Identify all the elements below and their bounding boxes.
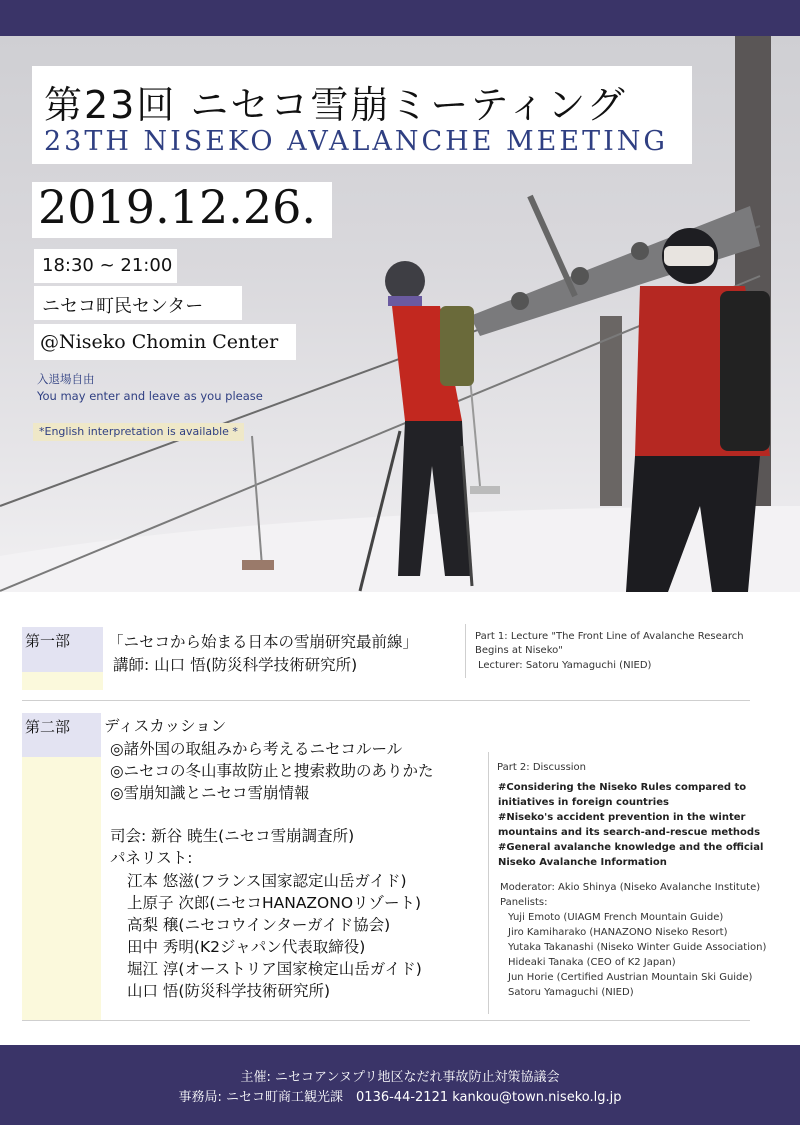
panelist-jp: 堀江 淳(オーストリア国家検定山岳ガイド) [127, 960, 422, 978]
part2-moderator: 司会: 新谷 暁生(ニセコ雪崩調査所) [110, 827, 355, 845]
panelist-jp: 田中 秀明(K2ジャパン代表取締役) [127, 938, 366, 956]
part1-label-bg-lower [22, 672, 103, 690]
bottom-divider [22, 1020, 750, 1021]
part1-title: 「ニセコから始まる日本の雪崩研究最前線」 [108, 633, 419, 651]
event-title-jp: 第23回 ニセコ雪崩ミーティング [44, 83, 627, 127]
entry-en: You may enter and leave as you please [37, 389, 263, 403]
part2-en-topic: initiatives in foreign countries [498, 797, 669, 808]
footer-organizer: 主催: ニセコアンヌプリ地区なだれ事故防止対策協議会 [240, 1070, 560, 1085]
part1-en-line2: Begins at Niseko" [475, 645, 563, 656]
part2-topic: ◎ニセコの冬山事故防止と捜索救助のありかた [110, 762, 434, 780]
panelist-en: Jiro Kamiharako (HANAZONO Niseko Resort) [508, 927, 728, 938]
part1-en-line1: Part 1: Lecture "The Front Line of Avalanche Research [475, 631, 744, 642]
part2-topic: ◎諸外国の取組みから考えるニセコルール [110, 740, 403, 758]
part2-topic: ◎雪崩知識とニセコ雪崩情報 [110, 784, 310, 802]
section-divider [22, 700, 750, 701]
part2-label-bg-lower [22, 757, 101, 1020]
part1-en-lecturer: Lecturer: Satoru Yamaguchi (NIED) [478, 660, 652, 671]
top-bar [0, 0, 800, 36]
event-date: 2019.12.26. [38, 180, 316, 234]
part1-label: 第一部 [25, 632, 71, 650]
panelist-jp: 上原子 次郎(ニセコHANAZONOリゾート) [127, 894, 422, 912]
venue-jp: ニセコ町民センター [42, 296, 204, 317]
part2-en-topic: #General avalanche knowledge and the official [498, 842, 764, 853]
footer-office: 事務局: ニセコ町商工観光課 0136-44-2121 kankou@town.niseko.lg.jp [178, 1090, 622, 1105]
entry-jp: 入退場自由 [37, 372, 95, 386]
interpretation-note: *English interpretation is available * [33, 423, 244, 441]
part2-en-topic: #Considering the Niseko Rules compared to [498, 782, 747, 793]
part2-panelists-label: パネリスト: [110, 849, 193, 867]
part2-en-panelists-label: Panelists: [500, 897, 548, 908]
part2-separator [488, 752, 489, 1014]
panelist-en: Jun Horie (Certified Austrian Mountain Ski Guide) [508, 972, 753, 983]
panelist-jp: 高梨 穣(ニセコウインターガイド協会) [127, 916, 391, 934]
event-time: 18:30 ~ 21:00 [42, 255, 173, 276]
panelist-en: Yutaka Takanashi (Niseko Winter Guide Association) [508, 942, 767, 953]
event-title-en: 23TH NISEKO AVALANCHE MEETING [44, 126, 668, 157]
part2-label: 第二部 [25, 718, 71, 736]
panelist-en: Hideaki Tanaka (CEO of K2 Japan) [508, 957, 676, 968]
part2-en-heading: Part 2: Discussion [497, 762, 587, 773]
part2-heading: ディスカッション [104, 717, 227, 735]
part2-en-topic: #Niseko's accident prevention in the winter [498, 812, 746, 823]
part2-en-moderator: Moderator: Akio Shinya (Niseko Avalanche Institute) [500, 882, 761, 893]
venue-en: @Niseko Chomin Center [40, 331, 279, 353]
panelist-en: Yuji Emoto (UIAGM French Mountain Guide) [508, 912, 724, 923]
part1-lecturer: 講師: 山口 悟(防災科学技術研究所) [113, 656, 358, 674]
footer-bar [0, 1045, 800, 1125]
part2-en-topic: Niseko Avalanche Information [498, 857, 667, 868]
part1-separator [465, 624, 466, 678]
panelist-jp: 江本 悠滋(フランス国家認定山岳ガイド) [127, 872, 407, 890]
part2-en-topic: mountains and its search-and-rescue methods [498, 827, 761, 838]
panelist-en: Satoru Yamaguchi (NIED) [508, 987, 634, 998]
panelist-jp: 山口 悟(防災科学技術研究所) [127, 982, 331, 1000]
